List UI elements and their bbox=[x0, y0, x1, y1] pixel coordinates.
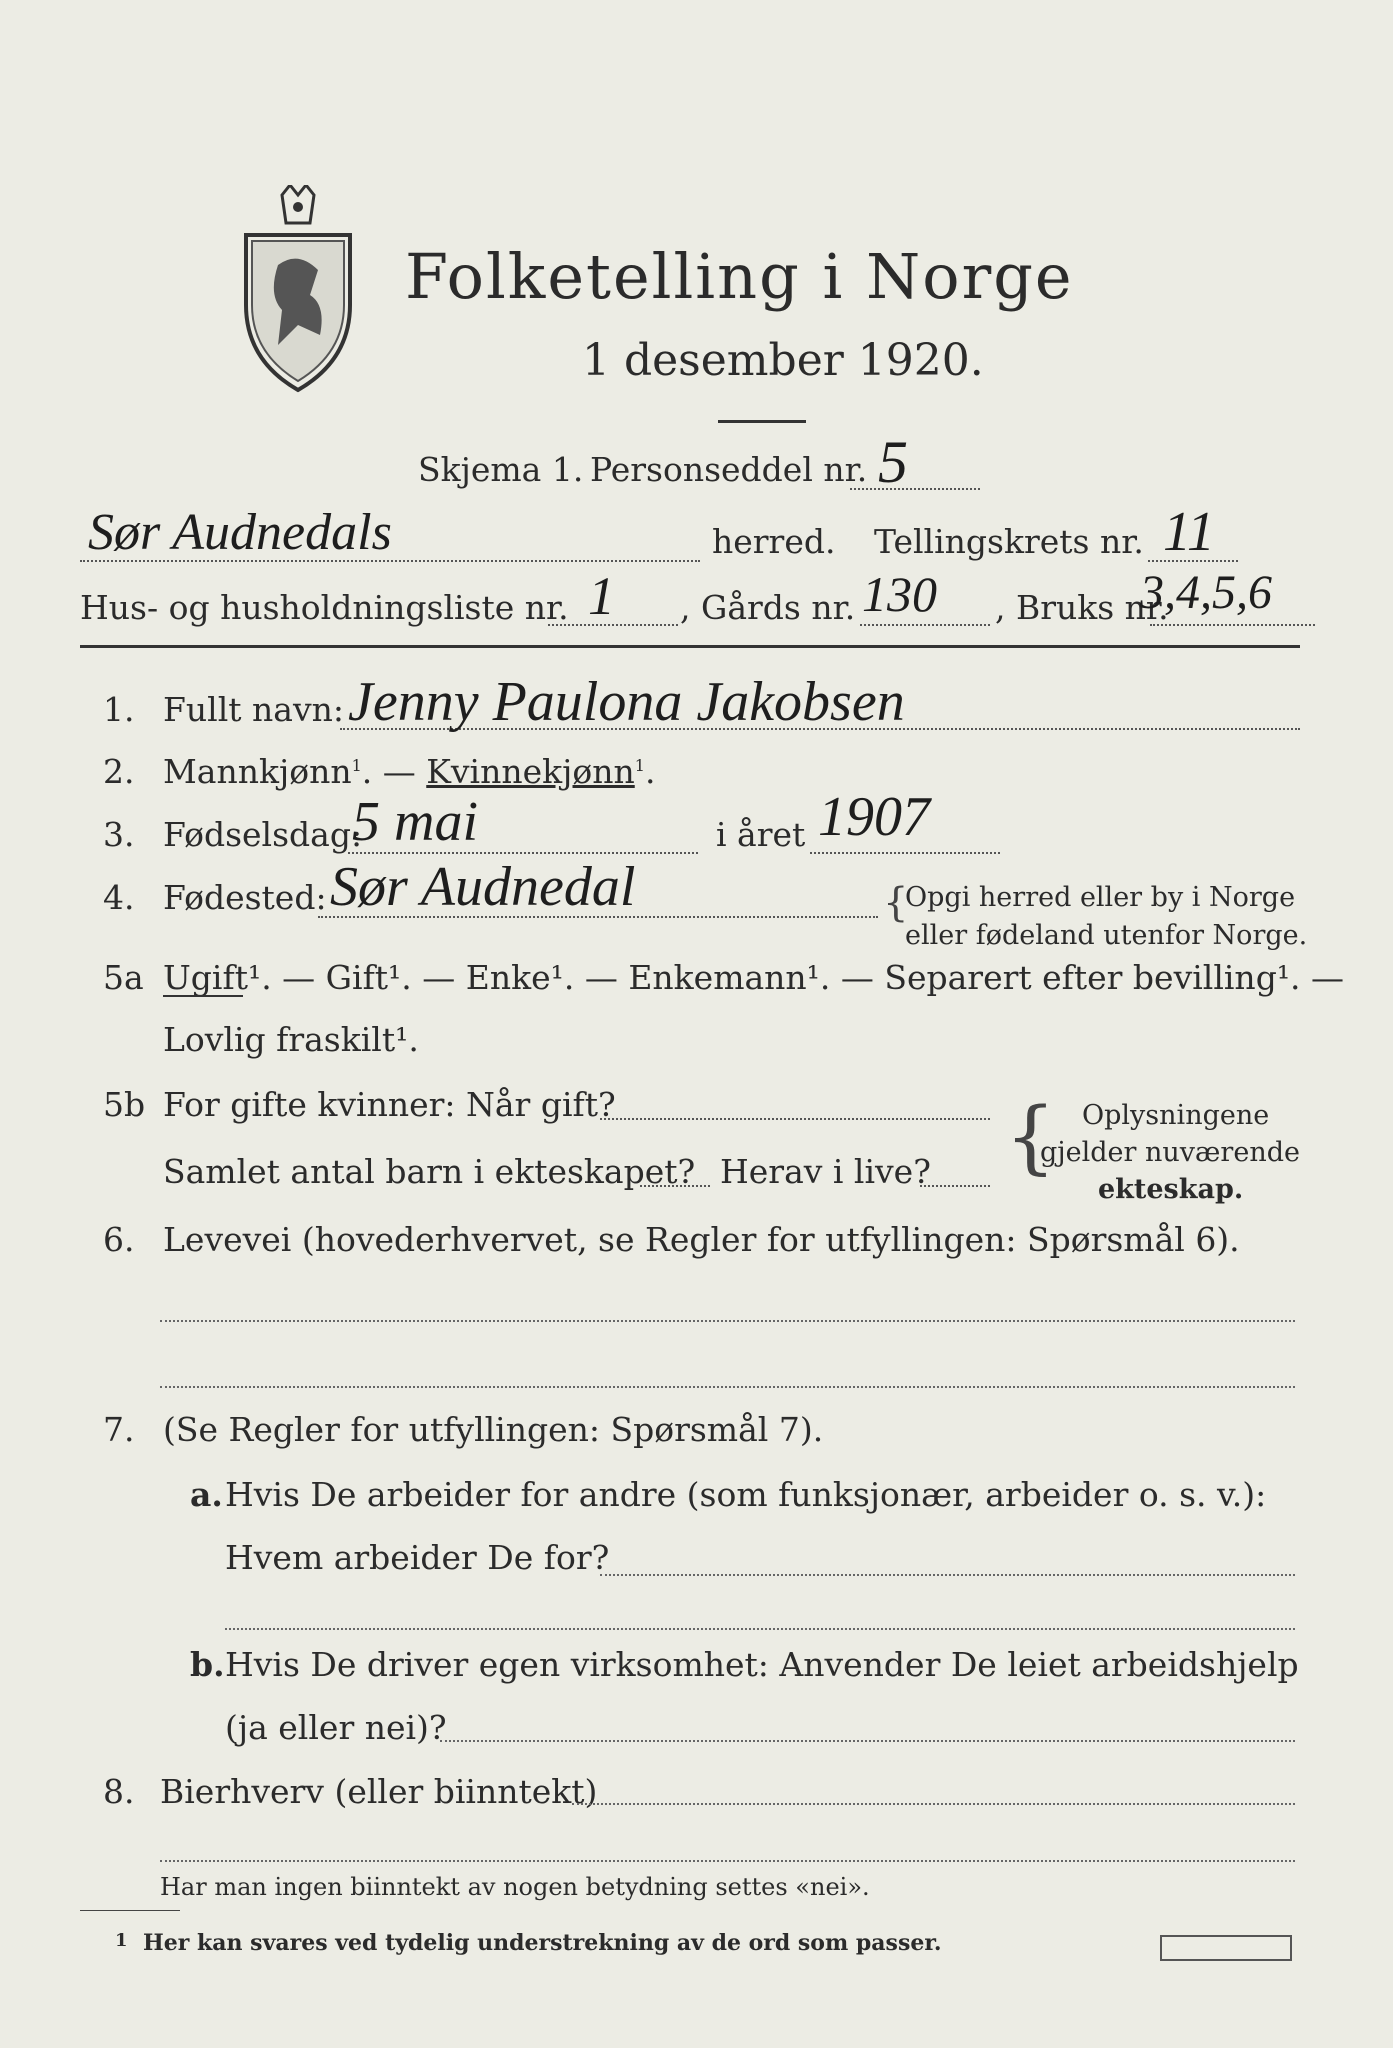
q3-label: Fødselsdag: bbox=[163, 815, 363, 854]
q3-number: 3. bbox=[103, 815, 135, 854]
q2-separator: — bbox=[382, 752, 416, 791]
gards-value[interactable]: 130 bbox=[862, 566, 937, 622]
q5b-note-1: Oplysningene bbox=[1082, 1100, 1270, 1131]
q7-number: 7. bbox=[103, 1410, 135, 1449]
q7a-line-2 bbox=[225, 1628, 1295, 1630]
q8-number: 8. bbox=[103, 1772, 135, 1811]
q4-value[interactable]: Sør Audnedal bbox=[330, 856, 636, 918]
husliste-label: Hus- og husholdningsliste nr. bbox=[80, 588, 569, 627]
bruks-value[interactable]: 3,4,5,6 bbox=[1140, 566, 1272, 619]
q7-label: (Se Regler for utfyllingen: Spørsmål 7). bbox=[163, 1410, 824, 1449]
q5b-note-2: gjelder nuværende bbox=[1040, 1137, 1300, 1168]
q6-label: Levevei (hovederhvervet, se Regler for utfyllingen: Spørsmål 6). bbox=[163, 1220, 1240, 1259]
q7a-line-1 bbox=[600, 1574, 1295, 1576]
bruks-line bbox=[1150, 624, 1315, 626]
q5b-brace: { bbox=[1005, 1090, 1056, 1183]
coat-of-arms-icon bbox=[238, 185, 356, 395]
form-title: Folketelling i Norge bbox=[405, 240, 1074, 313]
q4-label: Fødested: bbox=[163, 878, 327, 917]
personseddel-line bbox=[850, 488, 980, 490]
q4-note-1: Opgi herred eller by i Norge bbox=[905, 882, 1296, 913]
husliste-value[interactable]: 1 bbox=[588, 566, 615, 626]
herred-label: herred. bbox=[712, 522, 836, 561]
q1-label: Fullt navn: bbox=[163, 690, 344, 729]
q4-brace: { bbox=[883, 880, 909, 926]
q1-number: 1. bbox=[103, 690, 135, 729]
q5b-line-2b bbox=[920, 1185, 990, 1187]
q6-line-2 bbox=[160, 1386, 1295, 1388]
personseddel-value[interactable]: 5 bbox=[878, 429, 908, 495]
footnote-rule bbox=[80, 1910, 180, 1911]
q5a-options-2[interactable]: Lovlig fraskilt¹. bbox=[163, 1020, 419, 1059]
footnote-text: Her kan svares ved tydelig understrekning av de ord som passer. bbox=[143, 1930, 942, 1956]
q7b-letter: b. bbox=[190, 1645, 225, 1684]
q2-number: 2. bbox=[103, 752, 135, 791]
gards-label: , Gårds nr. bbox=[680, 588, 856, 627]
q4-note-2: eller fødeland utenfor Norge. bbox=[905, 920, 1308, 951]
printer-stamp bbox=[1160, 1935, 1292, 1961]
q7a-label-2: Hvem arbeider De for? bbox=[225, 1538, 610, 1577]
tellingskrets-value[interactable]: 11 bbox=[1163, 501, 1215, 563]
section-divider bbox=[80, 645, 1300, 648]
q5b-note-3: ekteskap. bbox=[1098, 1174, 1244, 1205]
q5b-number: 5b bbox=[103, 1085, 146, 1124]
q7a-letter: a. bbox=[190, 1475, 223, 1514]
q7b-label-2: (ja eller nei)? bbox=[225, 1708, 447, 1747]
q5a-options[interactable]: Ugift¹. — Gift¹. — Enke¹. — Enkemann¹. — Separert efter bevilling¹. — bbox=[163, 958, 1345, 997]
q8-line-2 bbox=[160, 1860, 1295, 1862]
q5b-line-1 bbox=[600, 1118, 990, 1120]
q3-year-value[interactable]: 1907 bbox=[818, 786, 930, 848]
q5b-label-2a: Samlet antal barn i ekteskapet? bbox=[163, 1152, 696, 1191]
ugift-underline bbox=[163, 995, 243, 997]
q3-value[interactable]: 5 mai bbox=[352, 791, 478, 853]
q6-number: 6. bbox=[103, 1220, 135, 1259]
q7a-label-1: Hvis De arbeider for andre (som funksjonær, arbeider o. s. v.): bbox=[225, 1475, 1267, 1514]
q2-mann[interactable]: Mannkjønn bbox=[163, 752, 352, 791]
q6-line-1 bbox=[160, 1320, 1295, 1322]
herred-value[interactable]: Sør Audnedals bbox=[88, 504, 392, 561]
nei-note: Har man ingen biinntekt av nogen betydning settes «nei». bbox=[160, 1873, 870, 1901]
personseddel-label: Personseddel nr. bbox=[590, 450, 868, 489]
q5b-line-2a bbox=[640, 1185, 710, 1187]
q5a-number: 5a bbox=[103, 958, 144, 997]
bruks-label: , Bruks nr. bbox=[995, 588, 1169, 627]
q7b-line bbox=[440, 1740, 1295, 1742]
footnote-mark: 1 bbox=[115, 1930, 128, 1951]
q2-options: Mannkjønn$^1$. — Kvinnekjønn$^1$. bbox=[163, 752, 656, 791]
gards-line bbox=[860, 624, 990, 626]
q5b-label-1: For gifte kvinner: Når gift? bbox=[163, 1085, 616, 1124]
q2-kvinne[interactable]: Kvinnekjønn bbox=[426, 752, 635, 791]
census-date: 1 desember 1920. bbox=[582, 335, 984, 386]
skjema-label: Skjema 1. bbox=[418, 450, 584, 489]
q8-line-1 bbox=[572, 1803, 1295, 1805]
title-divider bbox=[718, 420, 806, 423]
herred-line bbox=[80, 560, 700, 562]
q3-year-line bbox=[810, 852, 1000, 854]
tellingskrets-label: Tellingskrets nr. bbox=[874, 522, 1144, 561]
q1-value[interactable]: Jenny Paulona Jakobsen bbox=[348, 671, 905, 733]
q7b-label-1: Hvis De driver egen virksomhet: Anvender De leiet arbeidshjelp bbox=[225, 1645, 1299, 1684]
q5b-label-2b: Herav i live? bbox=[720, 1152, 931, 1191]
q3-year-label: i året bbox=[716, 815, 806, 854]
q8-label: Bierhverv (eller biinntekt) bbox=[160, 1772, 598, 1811]
q4-number: 4. bbox=[103, 878, 135, 917]
